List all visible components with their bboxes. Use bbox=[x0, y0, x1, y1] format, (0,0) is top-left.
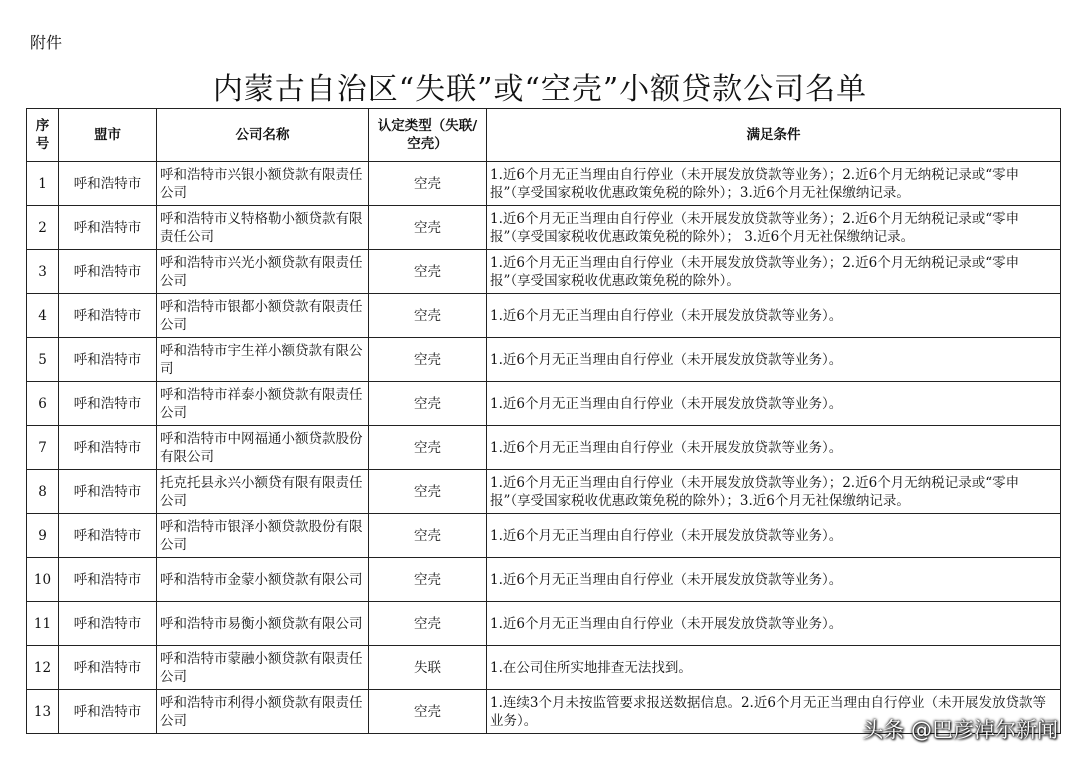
table-row bbox=[27, 338, 1061, 382]
row-index: 9 bbox=[27, 514, 59, 558]
row-index: 5 bbox=[27, 338, 59, 382]
row-company-name: 托克托县永兴小额贷有限有限责任公司 bbox=[157, 470, 369, 514]
row-conditions: 1.近6个月无正当理由自行停业（未开展发放贷款等业务）。 bbox=[487, 382, 1061, 426]
row-city: 呼和浩特市 bbox=[59, 294, 157, 338]
header-type: 认定类型（失联/空壳） bbox=[369, 109, 487, 162]
row-city: 呼和浩特市 bbox=[59, 602, 157, 646]
row-conditions: 1.近6个月无正当理由自行停业（未开展发放贷款等业务）；2.近6个月无纳税记录或“零申报”（享受国家税收优惠政策免税的除外）； 3.近6个月无社保缴纳记录。 bbox=[487, 206, 1061, 250]
row-type: 空壳 bbox=[369, 206, 487, 250]
table-row bbox=[27, 426, 1061, 470]
row-city: 呼和浩特市 bbox=[59, 514, 157, 558]
row-type: 空壳 bbox=[369, 470, 487, 514]
row-company-name: 呼和浩特市祥泰小额贷款有限责任公司 bbox=[157, 382, 369, 426]
row-city: 呼和浩特市 bbox=[59, 338, 157, 382]
row-company-name: 呼和浩特市银泽小额贷款股份有限公司 bbox=[157, 514, 369, 558]
row-type: 空壳 bbox=[369, 558, 487, 602]
table-row bbox=[27, 294, 1061, 338]
row-type: 空壳 bbox=[369, 250, 487, 294]
row-city: 呼和浩特市 bbox=[59, 426, 157, 470]
watermark: 头条 @巴彦淖尔新闻 bbox=[862, 718, 1058, 742]
company-list-table bbox=[26, 108, 1061, 734]
row-company-name: 呼和浩特市兴银小额贷款有限责任公司 bbox=[157, 162, 369, 206]
row-city: 呼和浩特市 bbox=[59, 690, 157, 734]
row-company-name: 呼和浩特市易衡小额贷款有限公司 bbox=[157, 602, 369, 646]
row-city: 呼和浩特市 bbox=[59, 382, 157, 426]
attachment-label: 附件 bbox=[30, 33, 63, 52]
row-company-name: 呼和浩特市中网福通小额贷款股份有限公司 bbox=[157, 426, 369, 470]
row-city: 呼和浩特市 bbox=[59, 162, 157, 206]
row-conditions: 1.在公司住所实地排查无法找到。 bbox=[487, 646, 1061, 690]
row-company-name: 呼和浩特市利得小额贷款有限责任公司 bbox=[157, 690, 369, 734]
document-title: 内蒙古自治区“失联”或“空壳”小额贷款公司名单 bbox=[212, 72, 868, 107]
row-type: 空壳 bbox=[369, 294, 487, 338]
table-row bbox=[27, 646, 1061, 690]
table-row bbox=[27, 602, 1061, 646]
row-city: 呼和浩特市 bbox=[59, 646, 157, 690]
row-index: 6 bbox=[27, 382, 59, 426]
header-conditions: 满足条件 bbox=[487, 109, 1061, 162]
row-city: 呼和浩特市 bbox=[59, 470, 157, 514]
row-company-name: 呼和浩特市金蒙小额贷款有限公司 bbox=[157, 558, 369, 602]
row-conditions: 1.近6个月无正当理由自行停业（未开展发放贷款等业务）。 bbox=[487, 338, 1061, 382]
row-index: 2 bbox=[27, 206, 59, 250]
row-city: 呼和浩特市 bbox=[59, 206, 157, 250]
row-index: 8 bbox=[27, 470, 59, 514]
row-type: 失联 bbox=[369, 646, 487, 690]
row-company-name: 呼和浩特市蒙融小额贷款有限责任公司 bbox=[157, 646, 369, 690]
row-city: 呼和浩特市 bbox=[59, 250, 157, 294]
row-type: 空壳 bbox=[369, 382, 487, 426]
row-index: 1 bbox=[27, 162, 59, 206]
row-type: 空壳 bbox=[369, 690, 487, 734]
row-type: 空壳 bbox=[369, 514, 487, 558]
row-company-name: 呼和浩特市银都小额贷款有限责任公司 bbox=[157, 294, 369, 338]
row-index: 11 bbox=[27, 602, 59, 646]
header-company: 公司名称 bbox=[157, 109, 369, 162]
table-row bbox=[27, 470, 1061, 514]
row-type: 空壳 bbox=[369, 602, 487, 646]
row-conditions: 1.近6个月无正当理由自行停业（未开展发放贷款等业务）；2.近6个月无纳税记录或“零申报”（享受国家税收优惠政策免税的除外）。 bbox=[487, 250, 1061, 294]
row-type: 空壳 bbox=[369, 162, 487, 206]
row-index: 13 bbox=[27, 690, 59, 734]
row-conditions: 1.近6个月无正当理由自行停业（未开展发放贷款等业务）。 bbox=[487, 294, 1061, 338]
row-type: 空壳 bbox=[369, 426, 487, 470]
row-index: 7 bbox=[27, 426, 59, 470]
row-conditions: 1.近6个月无正当理由自行停业（未开展发放贷款等业务）；2.近6个月无纳税记录或“零申报”（享受国家税收优惠政策免税的除外）；3.近6个月无社保缴纳记录。 bbox=[487, 470, 1061, 514]
row-index: 4 bbox=[27, 294, 59, 338]
row-conditions: 1.近6个月无正当理由自行停业（未开展发放贷款等业务）。 bbox=[487, 426, 1061, 470]
row-company-name: 呼和浩特市义特格勒小额贷款有限责任公司 bbox=[157, 206, 369, 250]
table-row bbox=[27, 558, 1061, 602]
row-index: 10 bbox=[27, 558, 59, 602]
row-type: 空壳 bbox=[369, 338, 487, 382]
row-conditions: 1.近6个月无正当理由自行停业（未开展发放贷款等业务）。 bbox=[487, 514, 1061, 558]
header-city: 盟市 bbox=[59, 109, 157, 162]
table-row bbox=[27, 206, 1061, 250]
table-row bbox=[27, 382, 1061, 426]
row-conditions: 1.近6个月无正当理由自行停业（未开展发放贷款等业务）。 bbox=[487, 602, 1061, 646]
row-conditions: 1.连续3个月未按监管要求报送数据信息。2.近6个月无正当理由自行停业（未开展发放贷款等业务）。 bbox=[487, 690, 1061, 734]
row-conditions: 1.近6个月无正当理由自行停业（未开展发放贷款等业务）；2.近6个月无纳税记录或“零申报”（享受国家税收优惠政策免税的除外）；3.近6个月无社保缴纳记录。 bbox=[487, 162, 1061, 206]
row-index: 12 bbox=[27, 646, 59, 690]
table-row bbox=[27, 514, 1061, 558]
row-conditions: 1.近6个月无正当理由自行停业（未开展发放贷款等业务）。 bbox=[487, 558, 1061, 602]
table-body bbox=[27, 162, 1061, 734]
row-index: 3 bbox=[27, 250, 59, 294]
row-city: 呼和浩特市 bbox=[59, 558, 157, 602]
table-row bbox=[27, 250, 1061, 294]
table-header-row bbox=[27, 109, 1061, 162]
row-company-name: 呼和浩特市兴光小额贷款有限责任公司 bbox=[157, 250, 369, 294]
header-index: 序号 bbox=[27, 109, 59, 162]
table-row bbox=[27, 162, 1061, 206]
row-company-name: 呼和浩特市宇生祥小额贷款有限公司 bbox=[157, 338, 369, 382]
